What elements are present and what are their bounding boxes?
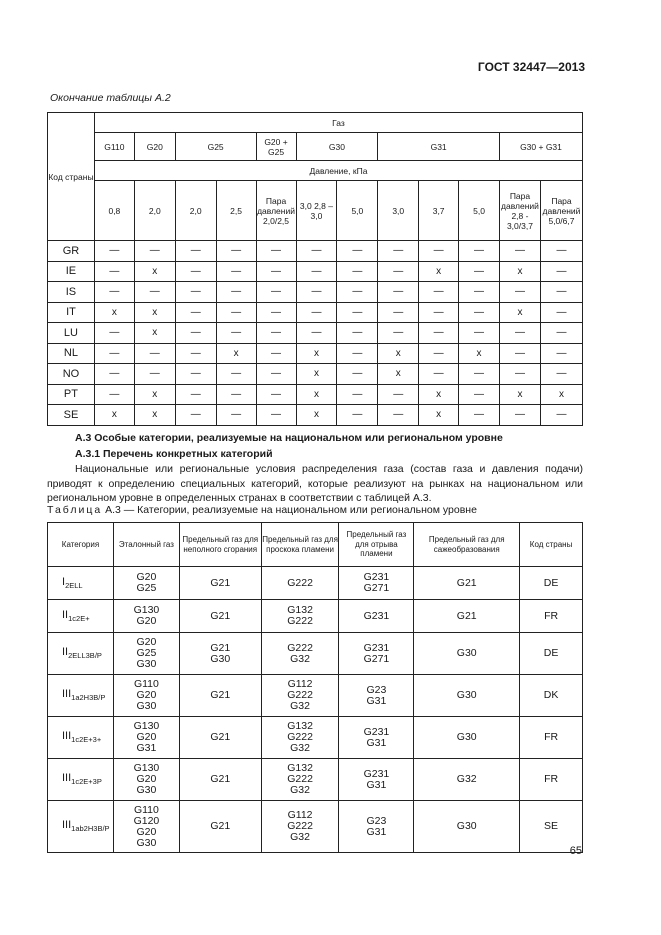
table-a3-header: Категория xyxy=(48,523,114,567)
category-mark: — xyxy=(216,282,256,303)
category-mark: — xyxy=(296,282,337,303)
country-code: FR xyxy=(520,759,583,801)
page-number: 65 xyxy=(569,845,582,857)
pressure-cell: 2,0 xyxy=(134,181,175,241)
table-row xyxy=(48,343,583,364)
table-a2-caption: Окончание таблицы А.2 xyxy=(50,92,171,104)
category-mark: — xyxy=(337,405,378,426)
category-mark: — xyxy=(540,282,582,303)
category-mark: — xyxy=(175,241,216,262)
reference-gas: G20 G25 xyxy=(113,567,179,600)
category-mark: — xyxy=(419,364,459,385)
category-mark: — xyxy=(499,323,540,344)
category-mark: x xyxy=(134,261,175,282)
table-row xyxy=(48,717,583,759)
gas-header: Газ xyxy=(94,113,582,133)
reference-gas: G110 G120 G20 G30 xyxy=(113,801,179,853)
category-mark: — xyxy=(175,282,216,303)
pressure-cell: 3,0 2,8 –3,0 xyxy=(296,181,337,241)
category-mark: — xyxy=(296,302,337,323)
country-code: NO xyxy=(48,364,95,385)
flame-lift-gas: G231 G31 xyxy=(339,759,414,801)
category-mark: — xyxy=(94,282,134,303)
sooting-gas: G30 xyxy=(414,675,520,717)
category-mark: — xyxy=(378,405,419,426)
table-a3-header: Предельный газ для сажеобразования xyxy=(414,523,520,567)
gas-col-g20-g25: G20 + G25 xyxy=(256,133,296,161)
gas-col-g20: G20 xyxy=(134,133,175,161)
table-row xyxy=(48,364,583,385)
category-subscript: 2ELL xyxy=(65,581,83,591)
category-mark: — xyxy=(337,302,378,323)
category-mark: — xyxy=(337,343,378,364)
category-mark: — xyxy=(296,323,337,344)
pressure-cell: 3,0 xyxy=(378,181,419,241)
category-mark: — xyxy=(256,302,296,323)
reference-gas: G130 G20 xyxy=(113,600,179,633)
standard-header: ГОСТ 32447—2013 xyxy=(477,60,585,74)
category-mark: — xyxy=(94,241,134,262)
section-a31-title: А.3.1 Перечень конкретных категорий xyxy=(75,448,273,460)
category-main: I xyxy=(62,575,66,588)
category-subscript: 2ELL3B/P xyxy=(68,651,102,661)
category-mark: — xyxy=(134,343,175,364)
category-main: III xyxy=(62,688,72,701)
incomplete-combustion-gas: G21 xyxy=(179,675,261,717)
country-code: FR xyxy=(520,717,583,759)
category-mark: — xyxy=(216,241,256,262)
category-mark: — xyxy=(256,364,296,385)
category-mark: — xyxy=(134,241,175,262)
category-mark: — xyxy=(256,343,296,364)
light-back-gas: G132 G222 G32 xyxy=(261,759,339,801)
category-cell xyxy=(48,717,114,759)
reference-gas: G110 G20 G30 xyxy=(113,675,179,717)
category-mark: — xyxy=(337,282,378,303)
category-mark: x xyxy=(216,343,256,364)
flame-lift-gas: G231 G31 xyxy=(339,717,414,759)
section-a31-paragraph: Национальные или региональные условия распределения газа (состав газа и давления подачи) приводят к определению специальных категорий, которые реализуют на рынках на национальном или региональном уровне в определенных странах в соответствии с таблицей А.3. xyxy=(47,463,583,504)
country-code: DK xyxy=(520,675,583,717)
sooting-gas: G30 xyxy=(414,801,520,853)
country-code: DE xyxy=(520,633,583,675)
table-row xyxy=(48,261,583,282)
category-cell xyxy=(48,633,114,675)
category-mark: — xyxy=(94,364,134,385)
category-mark: — xyxy=(419,282,459,303)
country-code: IS xyxy=(48,282,95,303)
pressure-cell: 0,8 xyxy=(94,181,134,241)
sooting-gas: G32 xyxy=(414,759,520,801)
category-mark: — xyxy=(540,241,582,262)
category-mark: — xyxy=(134,282,175,303)
pressure-cell: 2,5 xyxy=(216,181,256,241)
light-back-gas: G222 G32 xyxy=(261,633,339,675)
category-mark: x xyxy=(134,302,175,323)
category-mark: x xyxy=(378,343,419,364)
sooting-gas: G30 xyxy=(414,717,520,759)
category-mark: x xyxy=(499,261,540,282)
table-row xyxy=(48,801,583,853)
category-mark: — xyxy=(216,261,256,282)
incomplete-combustion-gas: G21 xyxy=(179,717,261,759)
category-cell xyxy=(48,675,114,717)
category-mark: x xyxy=(419,261,459,282)
category-mark: — xyxy=(256,282,296,303)
category-mark: — xyxy=(337,261,378,282)
category-mark: — xyxy=(216,384,256,405)
category-mark: x xyxy=(134,323,175,344)
category-mark: — xyxy=(216,323,256,344)
category-mark: — xyxy=(94,343,134,364)
category-mark: — xyxy=(540,323,582,344)
reference-gas: G20 G25 G30 xyxy=(113,633,179,675)
light-back-gas: G112 G222 G32 xyxy=(261,675,339,717)
category-mark: — xyxy=(459,384,500,405)
category-cell xyxy=(48,567,114,600)
category-mark: — xyxy=(216,405,256,426)
category-mark: x xyxy=(134,384,175,405)
category-mark: — xyxy=(337,384,378,405)
category-mark: — xyxy=(337,364,378,385)
table-a3-header: Предельный газ для проскока пламени xyxy=(261,523,339,567)
pressure-cell: 5,0 xyxy=(337,181,378,241)
table-a2 xyxy=(47,112,583,426)
category-mark: — xyxy=(94,384,134,405)
light-back-gas: G132 G222 G32 xyxy=(261,717,339,759)
category-mark: x xyxy=(94,302,134,323)
category-mark: — xyxy=(94,261,134,282)
category-mark: — xyxy=(499,364,540,385)
category-subscript: 1ab2H3B/P xyxy=(71,824,110,834)
category-mark: x xyxy=(134,405,175,426)
category-subscript: 1c2E+3+ xyxy=(71,735,102,745)
category-mark: x xyxy=(296,405,337,426)
incomplete-combustion-gas: G21 xyxy=(179,600,261,633)
table-row xyxy=(48,384,583,405)
category-mark: — xyxy=(256,241,296,262)
category-mark: x xyxy=(296,343,337,364)
category-mark: x xyxy=(459,343,500,364)
category-mark: — xyxy=(499,343,540,364)
gas-col-g31: G31 xyxy=(378,133,500,161)
category-mark: — xyxy=(419,323,459,344)
sooting-gas: G30 xyxy=(414,633,520,675)
category-mark: x xyxy=(419,405,459,426)
incomplete-combustion-gas: G21 G30 xyxy=(179,633,261,675)
country-code: FR xyxy=(520,600,583,633)
category-mark: x xyxy=(540,384,582,405)
light-back-gas: G112 G222 G32 xyxy=(261,801,339,853)
reference-gas: G130 G20 G30 xyxy=(113,759,179,801)
table-a3-caption-text: А.3 — Категории, реализуемые на национальном или региональном уровне xyxy=(102,504,477,516)
category-mark: x xyxy=(296,384,337,405)
table-a3-header: Код страны xyxy=(520,523,583,567)
pressure-cell: 5,0 xyxy=(459,181,500,241)
category-mark: — xyxy=(459,302,500,323)
category-mark: — xyxy=(378,241,419,262)
category-mark: x xyxy=(499,384,540,405)
section-a3-title: А.3 Особые категории, реализуемые на национальном или региональном уровне xyxy=(75,432,503,444)
pressure-header: Давление, кПа xyxy=(94,161,582,181)
category-cell xyxy=(48,600,114,633)
category-mark: — xyxy=(378,302,419,323)
category-main: III xyxy=(62,772,72,785)
incomplete-combustion-gas: G21 xyxy=(179,801,261,853)
category-mark: — xyxy=(337,241,378,262)
category-subscript: 1c2E+ xyxy=(68,614,90,624)
category-mark: — xyxy=(540,302,582,323)
flame-lift-gas: G231 xyxy=(339,600,414,633)
flame-lift-gas: G23 G31 xyxy=(339,675,414,717)
category-main: III xyxy=(62,819,72,832)
category-mark: — xyxy=(459,405,500,426)
category-subscript: 1a2H3B/P xyxy=(71,693,106,703)
category-mark: — xyxy=(94,323,134,344)
category-mark: — xyxy=(378,323,419,344)
incomplete-combustion-gas: G21 xyxy=(179,759,261,801)
category-mark: — xyxy=(499,405,540,426)
country-code: IT xyxy=(48,302,95,323)
table-row xyxy=(48,323,583,344)
category-mark: — xyxy=(134,364,175,385)
country-code: LU xyxy=(48,323,95,344)
country-code: IE xyxy=(48,261,95,282)
category-mark: — xyxy=(216,302,256,323)
gas-col-g25: G25 xyxy=(175,133,256,161)
category-mark: — xyxy=(459,364,500,385)
table-a3-caption xyxy=(47,504,477,516)
category-mark: — xyxy=(256,384,296,405)
table-row xyxy=(48,405,583,426)
table-row xyxy=(48,282,583,303)
category-mark: — xyxy=(378,261,419,282)
country-code: DE xyxy=(520,567,583,600)
table-a3-header: Эталонный газ xyxy=(113,523,179,567)
category-mark: — xyxy=(459,323,500,344)
table-a3 xyxy=(47,522,583,853)
category-mark: — xyxy=(296,261,337,282)
category-mark: — xyxy=(175,261,216,282)
table-a3-header: Предельный газ для отрыва пламени xyxy=(339,523,414,567)
category-mark: — xyxy=(256,323,296,344)
table-a3-caption-word: Таблица xyxy=(47,504,103,516)
category-mark: — xyxy=(175,343,216,364)
flame-lift-gas: G23 G31 xyxy=(339,801,414,853)
category-main: II xyxy=(62,646,69,659)
category-mark: — xyxy=(378,282,419,303)
table-row xyxy=(48,600,583,633)
category-mark: — xyxy=(175,323,216,344)
gas-col-g30: G30 xyxy=(296,133,378,161)
flame-lift-gas: G231 G271 xyxy=(339,567,414,600)
category-cell xyxy=(48,759,114,801)
category-mark: — xyxy=(216,364,256,385)
category-mark: — xyxy=(419,343,459,364)
category-mark: — xyxy=(459,282,500,303)
table-row xyxy=(48,759,583,801)
gas-col-g30-g31: G30 + G31 xyxy=(499,133,582,161)
table-row xyxy=(48,302,583,323)
category-mark: x xyxy=(419,384,459,405)
category-mark: — xyxy=(459,241,500,262)
category-mark: — xyxy=(419,241,459,262)
category-mark: — xyxy=(175,384,216,405)
country-code-header: Код страны xyxy=(48,113,95,241)
category-mark: — xyxy=(337,323,378,344)
category-main: III xyxy=(62,730,72,743)
category-mark: — xyxy=(419,302,459,323)
light-back-gas: G132 G222 xyxy=(261,600,339,633)
country-code: SE xyxy=(520,801,583,853)
category-mark: x xyxy=(378,364,419,385)
pressure-cell: Пара давлений 2,0/2,5 xyxy=(256,181,296,241)
country-code: PT xyxy=(48,384,95,405)
category-mark: — xyxy=(256,261,296,282)
country-code: NL xyxy=(48,343,95,364)
category-mark: — xyxy=(296,241,337,262)
table-a3-header: Предельный газ для неполного сгорания xyxy=(179,523,261,567)
category-cell xyxy=(48,801,114,853)
category-mark: — xyxy=(256,405,296,426)
flame-lift-gas: G231 G271 xyxy=(339,633,414,675)
category-mark: — xyxy=(499,241,540,262)
country-code: SE xyxy=(48,405,95,426)
category-main: II xyxy=(62,608,69,621)
sooting-gas: G21 xyxy=(414,567,520,600)
table-row xyxy=(48,675,583,717)
category-mark: — xyxy=(540,343,582,364)
category-mark: — xyxy=(378,384,419,405)
sooting-gas: G21 xyxy=(414,600,520,633)
pressure-cell: Пара давлений 5,0/6,7 xyxy=(540,181,582,241)
category-mark: — xyxy=(540,261,582,282)
category-subscript: 1c2E+3P xyxy=(71,777,102,787)
pressure-cell: 2,0 xyxy=(175,181,216,241)
light-back-gas: G222 xyxy=(261,567,339,600)
table-row xyxy=(48,241,583,262)
table-row xyxy=(48,567,583,600)
table-row xyxy=(48,633,583,675)
category-mark: — xyxy=(175,302,216,323)
gas-col-g110: G110 xyxy=(94,133,134,161)
category-mark: — xyxy=(175,364,216,385)
category-mark: x xyxy=(94,405,134,426)
category-mark: — xyxy=(540,405,582,426)
country-code: GR xyxy=(48,241,95,262)
category-mark: — xyxy=(175,405,216,426)
category-mark: x xyxy=(296,364,337,385)
category-mark: — xyxy=(540,364,582,385)
category-mark: — xyxy=(499,282,540,303)
incomplete-combustion-gas: G21 xyxy=(179,567,261,600)
pressure-cell: Пара давлений 2,8 - 3,0/3,7 xyxy=(499,181,540,241)
category-mark: — xyxy=(459,261,500,282)
reference-gas: G130 G20 G31 xyxy=(113,717,179,759)
pressure-cell: 3,7 xyxy=(419,181,459,241)
category-mark: x xyxy=(499,302,540,323)
